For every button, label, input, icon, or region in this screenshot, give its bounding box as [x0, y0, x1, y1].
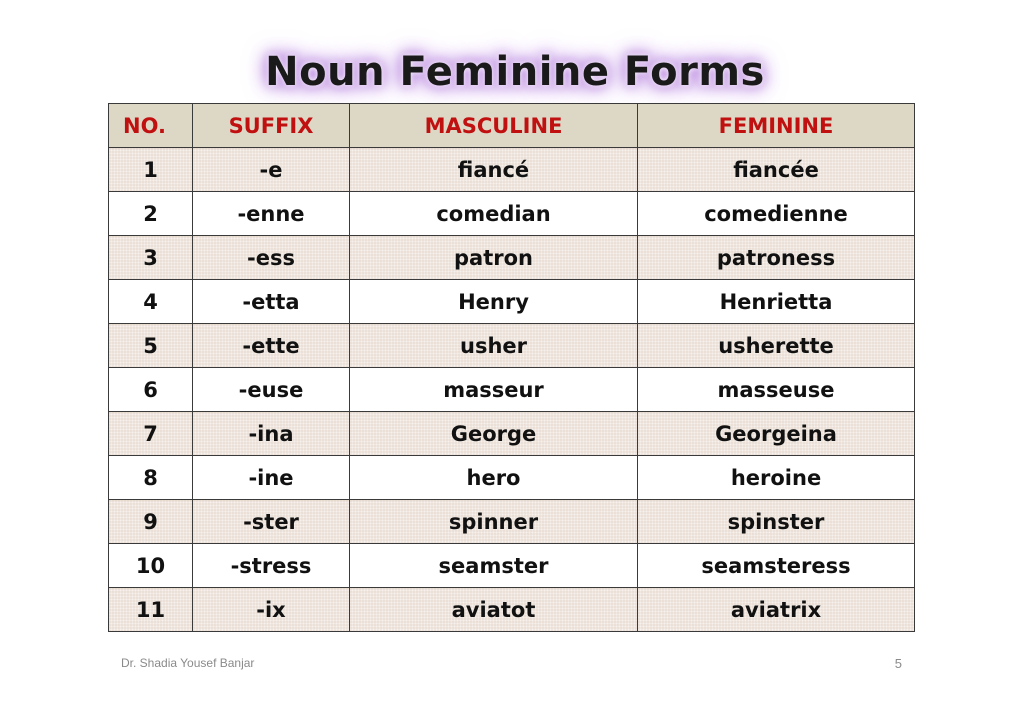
cell-no: 8 — [109, 456, 193, 500]
cell-feminine: usherette — [638, 324, 915, 368]
header-no: NO. — [109, 104, 193, 148]
cell-feminine: comedienne — [638, 192, 915, 236]
table-row — [109, 588, 915, 632]
footer-author: Dr. Shadia Yousef Banjar — [121, 656, 255, 670]
cell-feminine: patroness — [638, 236, 915, 280]
table-row — [109, 412, 915, 456]
cell-feminine: Henrietta — [638, 280, 915, 324]
cell-suffix: -ine — [193, 456, 350, 500]
cell-suffix: -etta — [193, 280, 350, 324]
cell-masculine: aviatot — [350, 588, 638, 632]
cell-masculine: George — [350, 412, 638, 456]
cell-no: 6 — [109, 368, 193, 412]
cell-suffix: -stress — [193, 544, 350, 588]
cell-no: 5 — [109, 324, 193, 368]
cell-feminine: spinster — [638, 500, 915, 544]
header-masculine: MASCULINE — [350, 104, 638, 148]
cell-masculine: spinner — [350, 500, 638, 544]
cell-masculine: usher — [350, 324, 638, 368]
cell-suffix: -enne — [193, 192, 350, 236]
cell-feminine: Georgeina — [638, 412, 915, 456]
cell-masculine: masseur — [350, 368, 638, 412]
cell-no: 9 — [109, 500, 193, 544]
cell-suffix: -e — [193, 148, 350, 192]
cell-feminine: aviatrix — [638, 588, 915, 632]
cell-feminine: seamsteress — [638, 544, 915, 588]
cell-masculine: fiancé — [350, 148, 638, 192]
cell-masculine: comedian — [350, 192, 638, 236]
cell-feminine: masseuse — [638, 368, 915, 412]
page-number: 5 — [894, 656, 902, 671]
table-row — [109, 324, 915, 368]
table-row — [109, 500, 915, 544]
cell-feminine: fiancée — [638, 148, 915, 192]
page-title: Noun Feminine Forms — [265, 49, 765, 95]
cell-suffix: -ster — [193, 500, 350, 544]
table-row — [109, 456, 915, 500]
cell-masculine: seamster — [350, 544, 638, 588]
cell-no: 7 — [109, 412, 193, 456]
cell-no: 2 — [109, 192, 193, 236]
cell-masculine: Henry — [350, 280, 638, 324]
table-row — [109, 280, 915, 324]
table-row — [109, 192, 915, 236]
cell-no: 1 — [109, 148, 193, 192]
cell-no: 10 — [109, 544, 193, 588]
cell-feminine: heroine — [638, 456, 915, 500]
cell-no: 11 — [109, 588, 193, 632]
header-feminine: FEMININE — [638, 104, 915, 148]
cell-no: 4 — [109, 280, 193, 324]
cell-masculine: patron — [350, 236, 638, 280]
table-header-row — [109, 104, 915, 148]
cell-suffix: -ina — [193, 412, 350, 456]
cell-suffix: -ix — [193, 588, 350, 632]
header-suffix: SUFFIX — [193, 104, 350, 148]
cell-no: 3 — [109, 236, 193, 280]
cell-suffix: -euse — [193, 368, 350, 412]
table-row — [109, 544, 915, 588]
feminine-forms-table — [108, 103, 915, 632]
cell-suffix: -ette — [193, 324, 350, 368]
cell-masculine: hero — [350, 456, 638, 500]
table-row — [109, 236, 915, 280]
cell-suffix: -ess — [193, 236, 350, 280]
table-row — [109, 368, 915, 412]
table-row — [109, 148, 915, 192]
